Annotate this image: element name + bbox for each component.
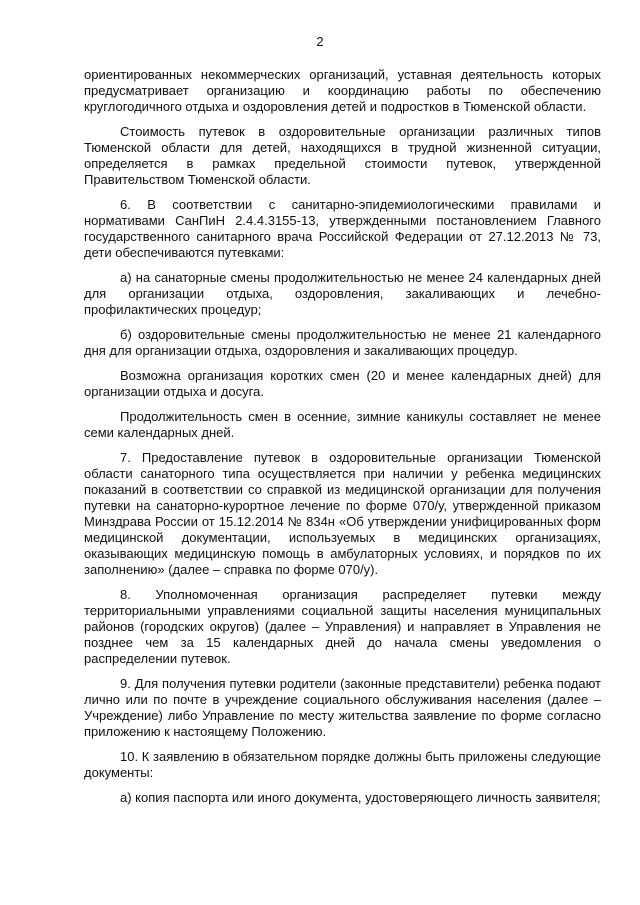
paragraph-9: 9. Для получения путевки родители (законные представители) ребенка подают лично или по почте в учреждение социального обслуживания населения (далее – Учреждение) либо Управление по месту жительства заявление по форме согласно приложению к настоящему Положению. [84,676,601,739]
paragraph-short-shifts: Возможна организация коротких смен (20 и менее календарных дней) для организации отдыха и досуга. [84,368,601,399]
page-number: 2 [316,34,324,49]
document-body [84,67,601,815]
paragraph-6: 6. В соответствии с санитарно-эпидемиологическими правилами и нормативами СанПиН 2.4.4.3155-13, утвержденными постановлением Главного государственного санитарного врача Российской Федерации от 27.12.2013 № 73, дети обеспечиваются путевками: [84,197,601,260]
paragraph-10: 10. К заявлению в обязательном порядке должны быть приложены следующие документы: [84,749,601,780]
paragraph-continuation: ориентированных некоммерческих организаций, уставная деятельность которых предусматривает организацию и координацию работы по обеспечению круглогодичного отдыха и оздоровления детей и подростков в Тюменской области. [84,67,601,114]
paragraph-7: 7. Предоставление путевок в оздоровительные организации Тюменской области санаторного типа осуществляется при наличии у ребенка медицинских показаний в соответствии со справкой из медицинской организации для получения путевки на санаторно-курортное лечение по форме 070/у, утвержденной приказом Минздрава России от 15.12.2014 № 834н «Об утверждении унифицированных форм медицинской документации, используемых в медицинских организациях, оказывающих медицинскую помощь в амбулаторных условиях, и порядков по их заполнению» (далее – справка по форме 070/у). [84,450,601,577]
paragraph-voucher-cost: Стоимость путевок в оздоровительные организации различных типов Тюменской области для детей, находящихся в трудной жизненной ситуации, определяется в рамках предельной стоимости путевок, утвержденной Правительством Тюменской области. [84,124,601,187]
paragraph-6b: б) оздоровительные смены продолжительностью не менее 21 календарного дня для организации отдыха, оздоровления и закаливающих процедур. [84,327,601,358]
paragraph-10a: а) копия паспорта или иного документа, удостоверяющего личность заявителя; [120,790,601,805]
paragraph-holiday-shifts: Продолжительность смен в осенние, зимние каникулы составляет не менее семи календарных дней. [84,409,601,440]
paragraph-6a: а) на санаторные смены продолжительностью не менее 24 календарных дней для организации отдыха, оздоровления, закаливающих и лечебно-профилактических процедур; [84,270,601,317]
paragraph-8: 8. Уполномоченная организация распределяет путевки между территориальными управлениями социальной защиты населения муниципальных районов (городских округов) (далее – Управления) и направляет в Управления не позднее чем за 15 календарных дней до начала смены уведомления о распределении путевок. [84,587,601,666]
